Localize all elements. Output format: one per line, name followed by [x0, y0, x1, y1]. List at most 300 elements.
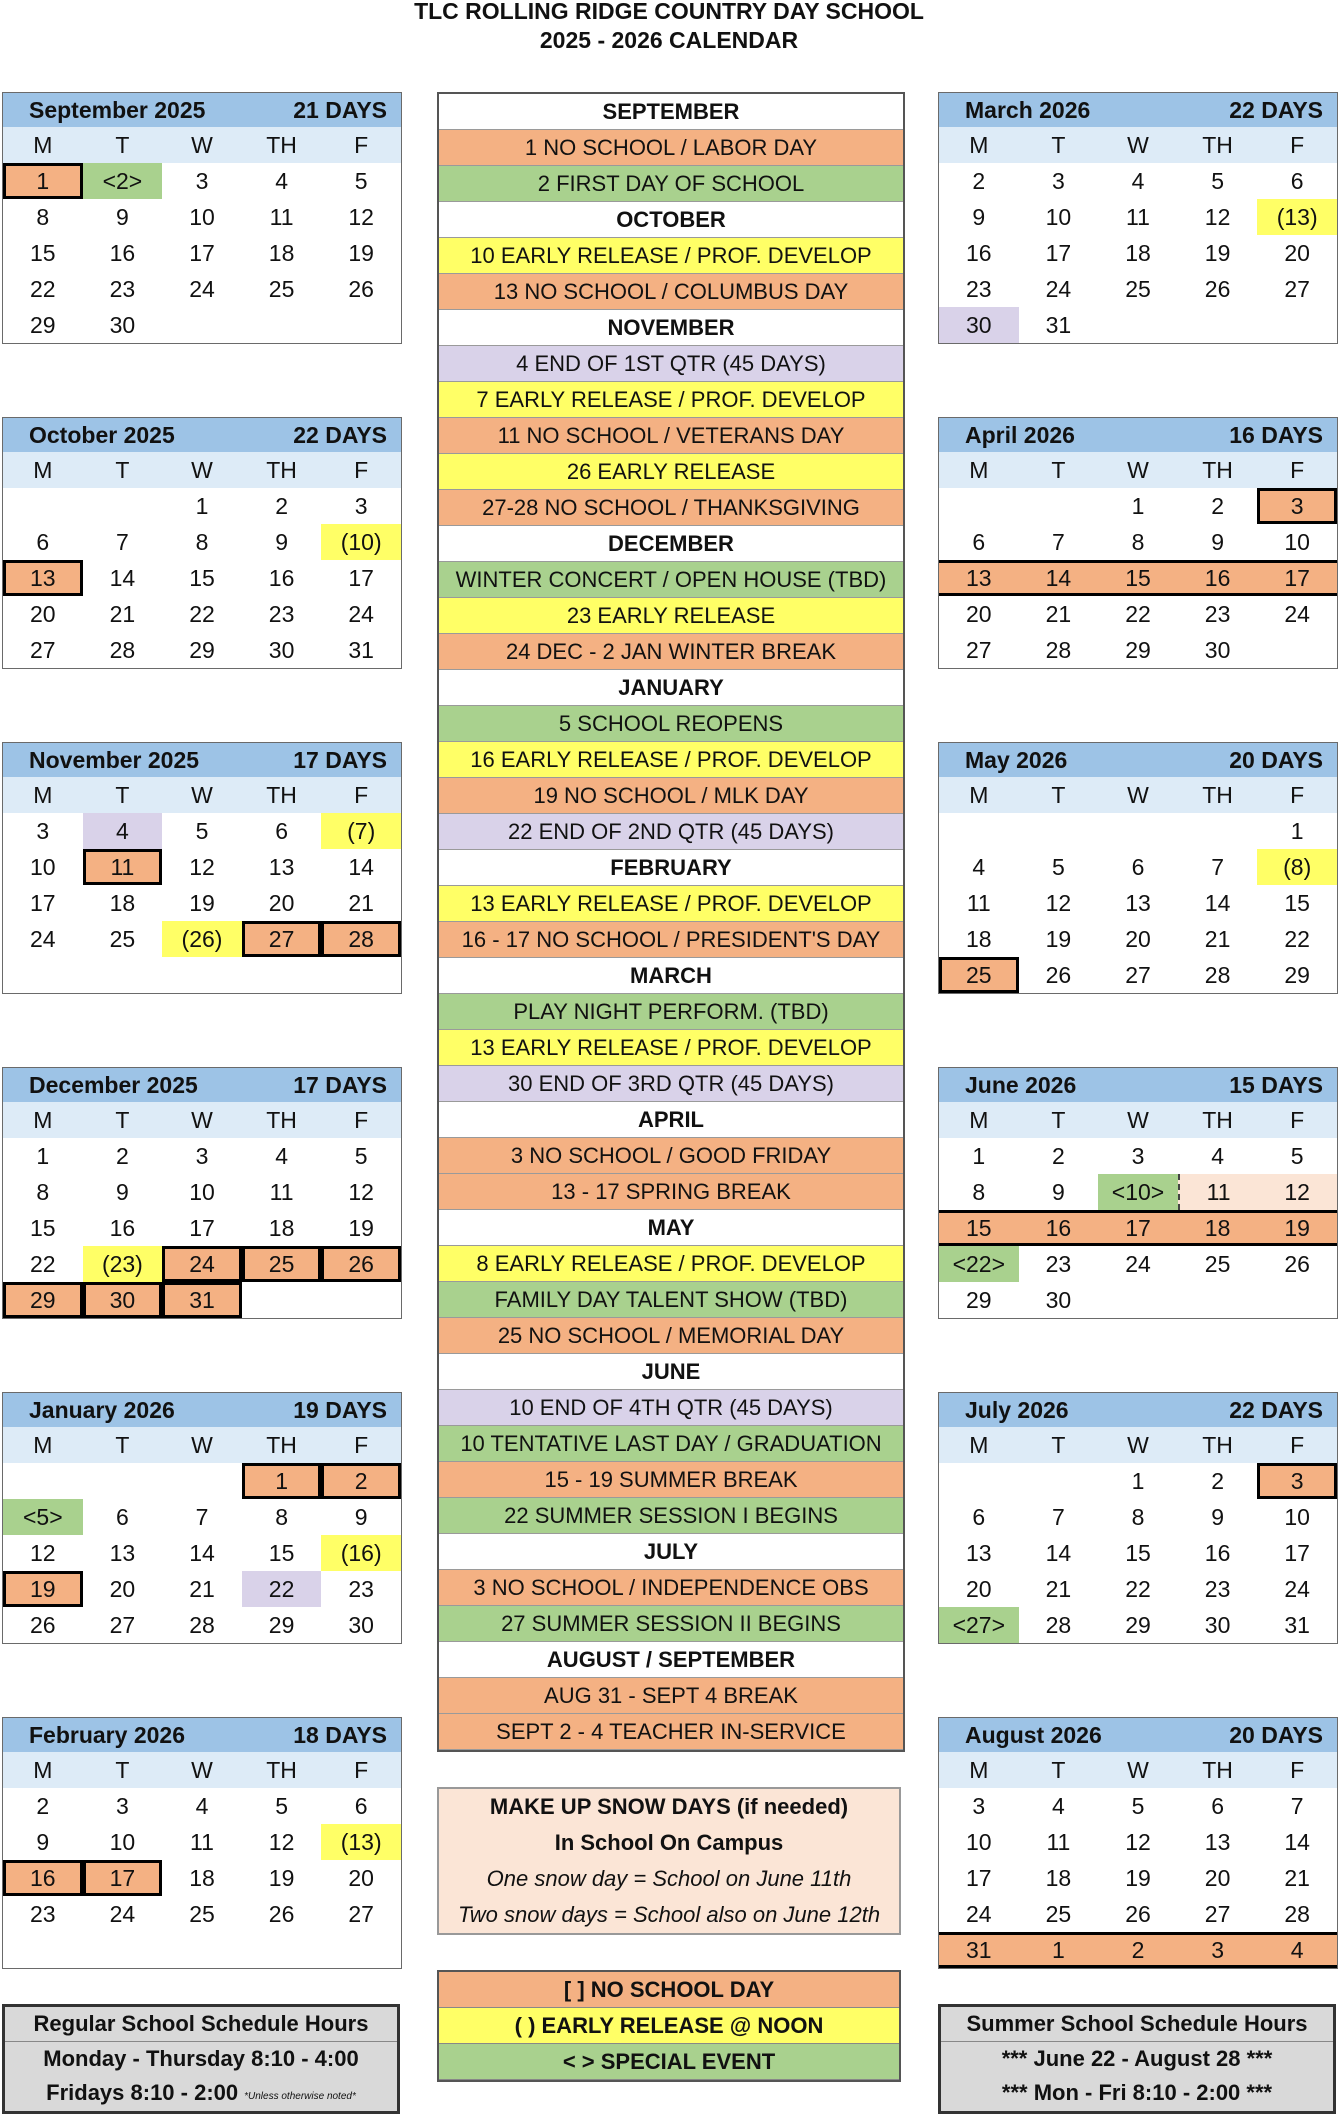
legend-early-release: ( ) EARLY RELEASE @ NOON: [439, 2008, 899, 2044]
day-cell: 12: [348, 1178, 374, 1205]
day-cell: 16: [3, 1860, 83, 1896]
weekday-label: TH: [266, 456, 297, 483]
weekday-label: T: [1051, 781, 1066, 808]
day-cell: 24: [966, 1900, 992, 1927]
day-cell: 2: [1098, 1932, 1178, 1968]
day-cell: 29: [966, 1286, 992, 1313]
day-cell: 11: [1046, 1828, 1071, 1855]
day-cell: (10): [321, 524, 401, 560]
event-item: 26 EARLY RELEASE: [439, 454, 903, 490]
day-cell: 27: [1125, 961, 1151, 988]
weekday-label: T: [115, 781, 130, 808]
day-cell: 4: [1211, 1142, 1224, 1169]
day-cell: 27: [966, 636, 992, 663]
day-cell: 14: [348, 853, 374, 880]
event-item: 5 SCHOOL REOPENS: [439, 706, 903, 742]
day-cell: [1019, 488, 1099, 524]
event-item: 10 EARLY RELEASE / PROF. DEVELOP: [439, 238, 903, 274]
day-cell: 27: [109, 1611, 136, 1638]
day-cell: 23: [1204, 600, 1231, 627]
day-cell: 31: [939, 1932, 1019, 1968]
day-cell: 27: [242, 921, 322, 957]
month-header: [3, 1068, 401, 1102]
day-cell: 23: [1045, 1250, 1072, 1277]
day-cell: 3: [36, 817, 50, 844]
day-cell: 23: [348, 1575, 374, 1602]
day-cell: 4: [195, 1792, 209, 1819]
event-item: 3 NO SCHOOL / GOOD FRIDAY: [439, 1138, 903, 1174]
calendar-dec: [2, 1067, 402, 1319]
day-cell: 1: [195, 492, 209, 519]
month-header: [939, 1718, 1337, 1752]
day-cell: 14: [1045, 1539, 1072, 1566]
day-cell: 10: [1045, 203, 1072, 230]
weekday-label: F: [354, 131, 369, 158]
weekday-header: [939, 127, 1337, 163]
day-cell: 20: [30, 600, 56, 627]
day-cell: 5: [1131, 1792, 1145, 1819]
event-month-heading: JULY: [439, 1534, 903, 1570]
event-item: AUG 31 - SEPT 4 BREAK: [439, 1678, 903, 1714]
regular-schedule-title: Regular School Schedule Hours: [5, 2007, 397, 2042]
weekday-header: [3, 452, 401, 488]
legend-special-event: < > SPECIAL EVENT: [439, 2044, 899, 2080]
day-cell: [321, 1932, 401, 1968]
day-cell: 29: [1284, 961, 1310, 988]
event-item: 8 EARLY RELEASE / PROF. DEVELOP: [439, 1246, 903, 1282]
calendar-oct: [2, 417, 402, 669]
day-cell: 5: [1211, 167, 1224, 194]
day-cell: 26: [1045, 961, 1072, 988]
day-cell: 13: [966, 1539, 992, 1566]
day-cell: 8: [972, 1178, 986, 1205]
day-cell: 26: [348, 275, 374, 302]
event-item: 30 END OF 3RD QTR (45 DAYS): [439, 1066, 903, 1102]
day-cell: 4: [275, 167, 288, 194]
day-cell: (13): [1257, 199, 1337, 235]
day-cell: 27: [348, 1900, 374, 1927]
day-cell: (7): [321, 813, 401, 849]
day-cell: [1019, 1463, 1099, 1499]
day-cell: 30: [109, 311, 136, 338]
day-cell: 25: [189, 1900, 215, 1927]
day-cell: 11: [190, 1828, 214, 1855]
event-month-heading: MARCH: [439, 958, 903, 994]
day-cell: 19: [1125, 1864, 1151, 1891]
day-cell: 7: [1290, 1792, 1304, 1819]
day-cell: 28: [1204, 961, 1231, 988]
school-days-count: 17 DAYS: [293, 746, 387, 773]
regular-schedule-note: *Unless otherwise noted*: [244, 2090, 356, 2102]
day-cell: <10>: [1098, 1174, 1178, 1210]
day-cell: (23): [83, 1246, 163, 1282]
weekday-label: T: [115, 131, 130, 158]
day-cell: [1178, 1282, 1258, 1318]
day-cell: 21: [189, 1575, 215, 1602]
day-cell: 6: [1131, 853, 1145, 880]
weekday-label: TH: [266, 1431, 297, 1458]
day-cell: 16: [109, 1214, 136, 1241]
summer-schedule-box: [938, 2004, 1336, 2114]
day-cell: 17: [189, 1214, 215, 1241]
day-cell: 14: [109, 564, 136, 591]
day-cell: 5: [354, 167, 368, 194]
weekday-header: [3, 777, 401, 813]
calendar-year: 2025 - 2026 CALENDAR: [539, 27, 799, 53]
day-cell: 25: [109, 925, 136, 952]
weekday-label: T: [115, 1431, 130, 1458]
event-month-heading: NOVEMBER: [439, 310, 903, 346]
day-cell: 20: [966, 600, 992, 627]
weekday-label: T: [115, 1756, 130, 1783]
day-cell: 9: [275, 528, 288, 555]
day-cell: 23: [1204, 1575, 1231, 1602]
day-cell: 27: [1284, 275, 1310, 302]
school-days-count: 19 DAYS: [293, 1396, 387, 1423]
day-cell: [162, 957, 242, 993]
day-cell: 13: [3, 560, 83, 596]
weekday-label: F: [1290, 1106, 1305, 1133]
day-cell: (8): [1257, 849, 1337, 885]
event-item: WINTER CONCERT / OPEN HOUSE (TBD): [439, 562, 903, 598]
school-days-count: 18 DAYS: [293, 1721, 387, 1748]
day-cell: 24: [30, 925, 56, 952]
day-cell: 11: [966, 889, 991, 916]
day-cell: [162, 307, 242, 343]
event-item: 25 NO SCHOOL / MEMORIAL DAY: [439, 1318, 903, 1354]
day-cell: [242, 307, 322, 343]
summer-schedule-title: Summer School Schedule Hours: [941, 2007, 1333, 2042]
calendar-aug: [938, 1717, 1338, 1969]
day-cell: 7: [1051, 1503, 1065, 1530]
day-cell: 21: [1204, 925, 1231, 952]
event-item: 2 FIRST DAY OF SCHOOL: [439, 166, 903, 202]
event-item: SEPT 2 - 4 TEACHER IN-SERVICE: [439, 1714, 903, 1750]
school-days-count: 22 DAYS: [1229, 96, 1323, 123]
weekday-label: M: [969, 781, 989, 808]
event-month-heading: FEBRUARY: [439, 850, 903, 886]
day-cell: [3, 1463, 83, 1499]
day-cell: 16: [268, 564, 295, 591]
day-cell: 12: [1125, 1828, 1151, 1855]
day-cell: [939, 488, 1019, 524]
day-cell: 10: [1284, 1503, 1310, 1530]
event-item: 19 NO SCHOOL / MLK DAY: [439, 778, 903, 814]
event-item: 27 SUMMER SESSION II BEGINS: [439, 1606, 903, 1642]
school-days-count: 21 DAYS: [293, 96, 387, 123]
day-cell: 29: [1125, 636, 1151, 663]
day-grid: [3, 1138, 401, 1318]
event-item: 4 END OF 1ST QTR (45 DAYS): [439, 346, 903, 382]
day-cell: 3: [354, 492, 368, 519]
day-cell: 11: [269, 203, 294, 230]
regular-schedule-mon-thu: Monday - Thursday 8:10 - 4:00: [43, 2046, 359, 2071]
day-cell: 12: [30, 1539, 56, 1566]
event-month-heading: APRIL: [439, 1102, 903, 1138]
day-cell: 16: [1204, 1539, 1231, 1566]
day-cell: 6: [972, 528, 986, 555]
day-cell: 27: [30, 636, 56, 663]
day-cell: [162, 1932, 242, 1968]
day-cell: 8: [36, 203, 50, 230]
day-grid: [939, 1138, 1337, 1318]
day-cell: 10: [1284, 528, 1310, 555]
day-cell: 3: [195, 1142, 209, 1169]
day-cell: 17: [30, 889, 56, 916]
day-cell: 6: [275, 817, 288, 844]
day-cell: 5: [195, 817, 209, 844]
day-cell: 6: [1211, 1792, 1224, 1819]
calendar-nov: [2, 742, 402, 994]
day-cell: 22: [1284, 925, 1310, 952]
weekday-label: W: [191, 1756, 213, 1783]
weekday-label: TH: [1202, 781, 1233, 808]
day-cell: 1: [3, 163, 83, 199]
day-cell: 21: [1284, 1864, 1310, 1891]
weekday-label: TH: [266, 781, 297, 808]
day-cell: 22: [189, 600, 215, 627]
day-cell: [1257, 307, 1337, 343]
weekday-label: F: [354, 1106, 369, 1133]
day-cell: 28: [1284, 1900, 1310, 1927]
day-cell: <2>: [83, 163, 163, 199]
day-cell: 1: [972, 1142, 986, 1169]
day-grid: [939, 813, 1337, 993]
event-item: PLAY NIGHT PERFORM. (TBD): [439, 994, 903, 1030]
month-header: [3, 1393, 401, 1427]
weekday-label: T: [115, 1106, 130, 1133]
day-cell: 17: [189, 239, 215, 266]
day-cell: 18: [1045, 1864, 1072, 1891]
day-cell: 26: [1204, 275, 1231, 302]
day-cell: 3: [1131, 1142, 1145, 1169]
weekday-label: TH: [266, 1106, 297, 1133]
day-grid: [939, 1788, 1337, 1968]
day-cell: 3: [115, 1792, 129, 1819]
weekday-label: TH: [266, 1756, 297, 1783]
day-cell: 6: [972, 1503, 986, 1530]
month-title: February 2026: [29, 1721, 185, 1748]
weekday-label: F: [1290, 131, 1305, 158]
day-cell: 15: [30, 239, 56, 266]
day-cell: 9: [354, 1503, 368, 1530]
day-cell: 2: [321, 1463, 401, 1499]
day-cell: 9: [1211, 528, 1224, 555]
event-item: 15 - 19 SUMMER BREAK: [439, 1462, 903, 1498]
day-cell: 29: [189, 636, 215, 663]
day-cell: [939, 1463, 1019, 1499]
day-cell: 26: [1125, 1900, 1151, 1927]
day-cell: 14: [1284, 1828, 1310, 1855]
day-cell: 3: [195, 167, 209, 194]
day-cell: 2: [115, 1142, 129, 1169]
day-cell: 3: [1257, 488, 1337, 524]
event-item: 24 DEC - 2 JAN WINTER BREAK: [439, 634, 903, 670]
day-cell: 8: [1131, 1503, 1145, 1530]
day-cell: 26: [1284, 1250, 1310, 1277]
day-cell: 24: [1125, 1250, 1151, 1277]
day-cell: 15: [1098, 560, 1178, 596]
month-header: [939, 1068, 1337, 1102]
day-grid: [3, 488, 401, 668]
day-cell: 8: [195, 528, 209, 555]
day-cell: 24: [1045, 275, 1072, 302]
day-cell: 17: [1284, 1539, 1310, 1566]
day-cell: 16: [109, 239, 136, 266]
day-cell: 7: [115, 528, 129, 555]
day-cell: 2: [1211, 492, 1224, 519]
day-cell: 15: [30, 1214, 56, 1241]
weekday-label: W: [1127, 1431, 1149, 1458]
day-cell: 6: [36, 528, 50, 555]
day-cell: (13): [321, 1824, 401, 1860]
day-cell: 17: [1045, 239, 1072, 266]
day-cell: 31: [162, 1282, 242, 1318]
weekday-label: TH: [1202, 131, 1233, 158]
snow-two-days: Two snow days = School also on June 12th: [457, 1902, 881, 1927]
day-cell: 10: [30, 853, 56, 880]
day-cell: 15: [268, 1539, 295, 1566]
weekday-label: M: [969, 1431, 989, 1458]
school-days-count: 22 DAYS: [293, 421, 387, 448]
legend-no-school: [ ] NO SCHOOL DAY: [439, 1972, 899, 2008]
day-cell: 1: [1290, 817, 1304, 844]
day-cell: 20: [109, 1575, 136, 1602]
day-cell: 10: [966, 1828, 992, 1855]
day-cell: 28: [1045, 636, 1072, 663]
snow-subtitle: In School On Campus: [554, 1830, 784, 1855]
weekday-label: W: [1127, 1756, 1149, 1783]
day-cell: 9: [36, 1828, 50, 1855]
day-cell: [3, 1932, 83, 1968]
day-cell: 8: [1131, 528, 1145, 555]
weekday-header: [939, 777, 1337, 813]
weekday-label: M: [33, 456, 53, 483]
event-item: FAMILY DAY TALENT SHOW (TBD): [439, 1282, 903, 1318]
day-cell: 6: [115, 1503, 129, 1530]
month-title: July 2026: [965, 1396, 1069, 1423]
month-title: August 2026: [965, 1721, 1102, 1748]
weekday-label: W: [191, 781, 213, 808]
day-cell: 20: [966, 1575, 992, 1602]
weekday-label: W: [1127, 456, 1149, 483]
weekday-header: [939, 1427, 1337, 1463]
weekday-label: T: [1051, 456, 1066, 483]
day-cell: 24: [109, 1900, 136, 1927]
calendar-mar: [938, 92, 1338, 344]
day-cell: 18: [268, 1214, 295, 1241]
day-cell: [321, 1282, 401, 1318]
weekday-label: W: [1127, 1106, 1149, 1133]
day-cell: 12: [348, 203, 374, 230]
weekday-label: TH: [266, 131, 297, 158]
day-cell: 31: [1045, 311, 1072, 338]
school-days-count: 17 DAYS: [293, 1071, 387, 1098]
weekday-label: M: [33, 1431, 53, 1458]
day-cell: 9: [1051, 1178, 1065, 1205]
events-list: [437, 92, 905, 1752]
day-cell: 2: [36, 1792, 50, 1819]
day-cell: [83, 1932, 163, 1968]
day-cell: 14: [1204, 889, 1231, 916]
day-cell: 10: [189, 203, 215, 230]
day-cell: [1178, 307, 1258, 343]
weekday-header: [3, 1427, 401, 1463]
day-cell: 19: [348, 239, 374, 266]
school-days-count: 16 DAYS: [1229, 421, 1323, 448]
day-cell: 9: [1211, 1503, 1224, 1530]
day-cell: [1098, 307, 1178, 343]
day-cell: <5>: [3, 1499, 83, 1535]
day-cell: 24: [189, 275, 215, 302]
event-month-heading: MAY: [439, 1210, 903, 1246]
day-cell: 17: [348, 564, 374, 591]
day-cell: [1178, 813, 1258, 849]
weekday-label: T: [1051, 1431, 1066, 1458]
weekday-label: M: [969, 1106, 989, 1133]
weekday-label: M: [33, 1106, 53, 1133]
day-cell: 21: [109, 600, 136, 627]
month-header: [939, 743, 1337, 777]
day-cell: <27>: [939, 1607, 1019, 1643]
day-cell: 29: [268, 1611, 295, 1638]
day-cell: 16: [1019, 1210, 1099, 1246]
day-cell: 30: [83, 1282, 163, 1318]
day-cell: [242, 957, 322, 993]
weekday-header: [939, 1102, 1337, 1138]
weekday-label: W: [191, 456, 213, 483]
event-item: 13 - 17 SPRING BREAK: [439, 1174, 903, 1210]
month-title: January 2026: [29, 1396, 175, 1423]
school-days-count: 20 DAYS: [1229, 1721, 1323, 1748]
school-days-count: 22 DAYS: [1229, 1396, 1323, 1423]
day-cell: 19: [1045, 925, 1072, 952]
day-cell: 5: [1290, 1142, 1304, 1169]
weekday-label: M: [969, 131, 989, 158]
day-cell: 25: [1204, 1250, 1231, 1277]
day-cell: 22: [1125, 600, 1151, 627]
snow-days-box: [437, 1787, 901, 1935]
day-cell: 11: [83, 849, 163, 885]
day-cell: [83, 1463, 163, 1499]
day-cell: 4: [1051, 1792, 1065, 1819]
event-item: 7 EARLY RELEASE / PROF. DEVELOP: [439, 382, 903, 418]
regular-schedule-fri: Fridays 8:10 - 2:00: [46, 2080, 239, 2105]
day-cell: 30: [348, 1611, 374, 1638]
day-cell: 21: [348, 889, 374, 916]
day-cell: 12: [1204, 203, 1231, 230]
month-header: [3, 743, 401, 777]
day-cell: 24: [348, 600, 374, 627]
day-cell: 1: [1131, 492, 1145, 519]
weekday-header: [3, 1102, 401, 1138]
day-cell: 18: [268, 239, 295, 266]
day-cell: <22>: [939, 1246, 1019, 1282]
day-cell: 30: [1045, 1286, 1072, 1313]
event-item: 27-28 NO SCHOOL / THANKSGIVING: [439, 490, 903, 526]
weekday-label: M: [33, 131, 53, 158]
month-title: April 2026: [965, 421, 1075, 448]
day-cell: 24: [1284, 600, 1310, 627]
day-cell: 12: [1045, 889, 1072, 916]
day-cell: 20: [348, 1864, 374, 1891]
day-cell: 13: [268, 853, 295, 880]
day-cell: 2: [1211, 1467, 1224, 1494]
day-grid: [3, 163, 401, 343]
regular-schedule-fri-row: [5, 2076, 397, 2110]
day-cell: 9: [115, 203, 129, 230]
day-cell: 2: [275, 492, 288, 519]
